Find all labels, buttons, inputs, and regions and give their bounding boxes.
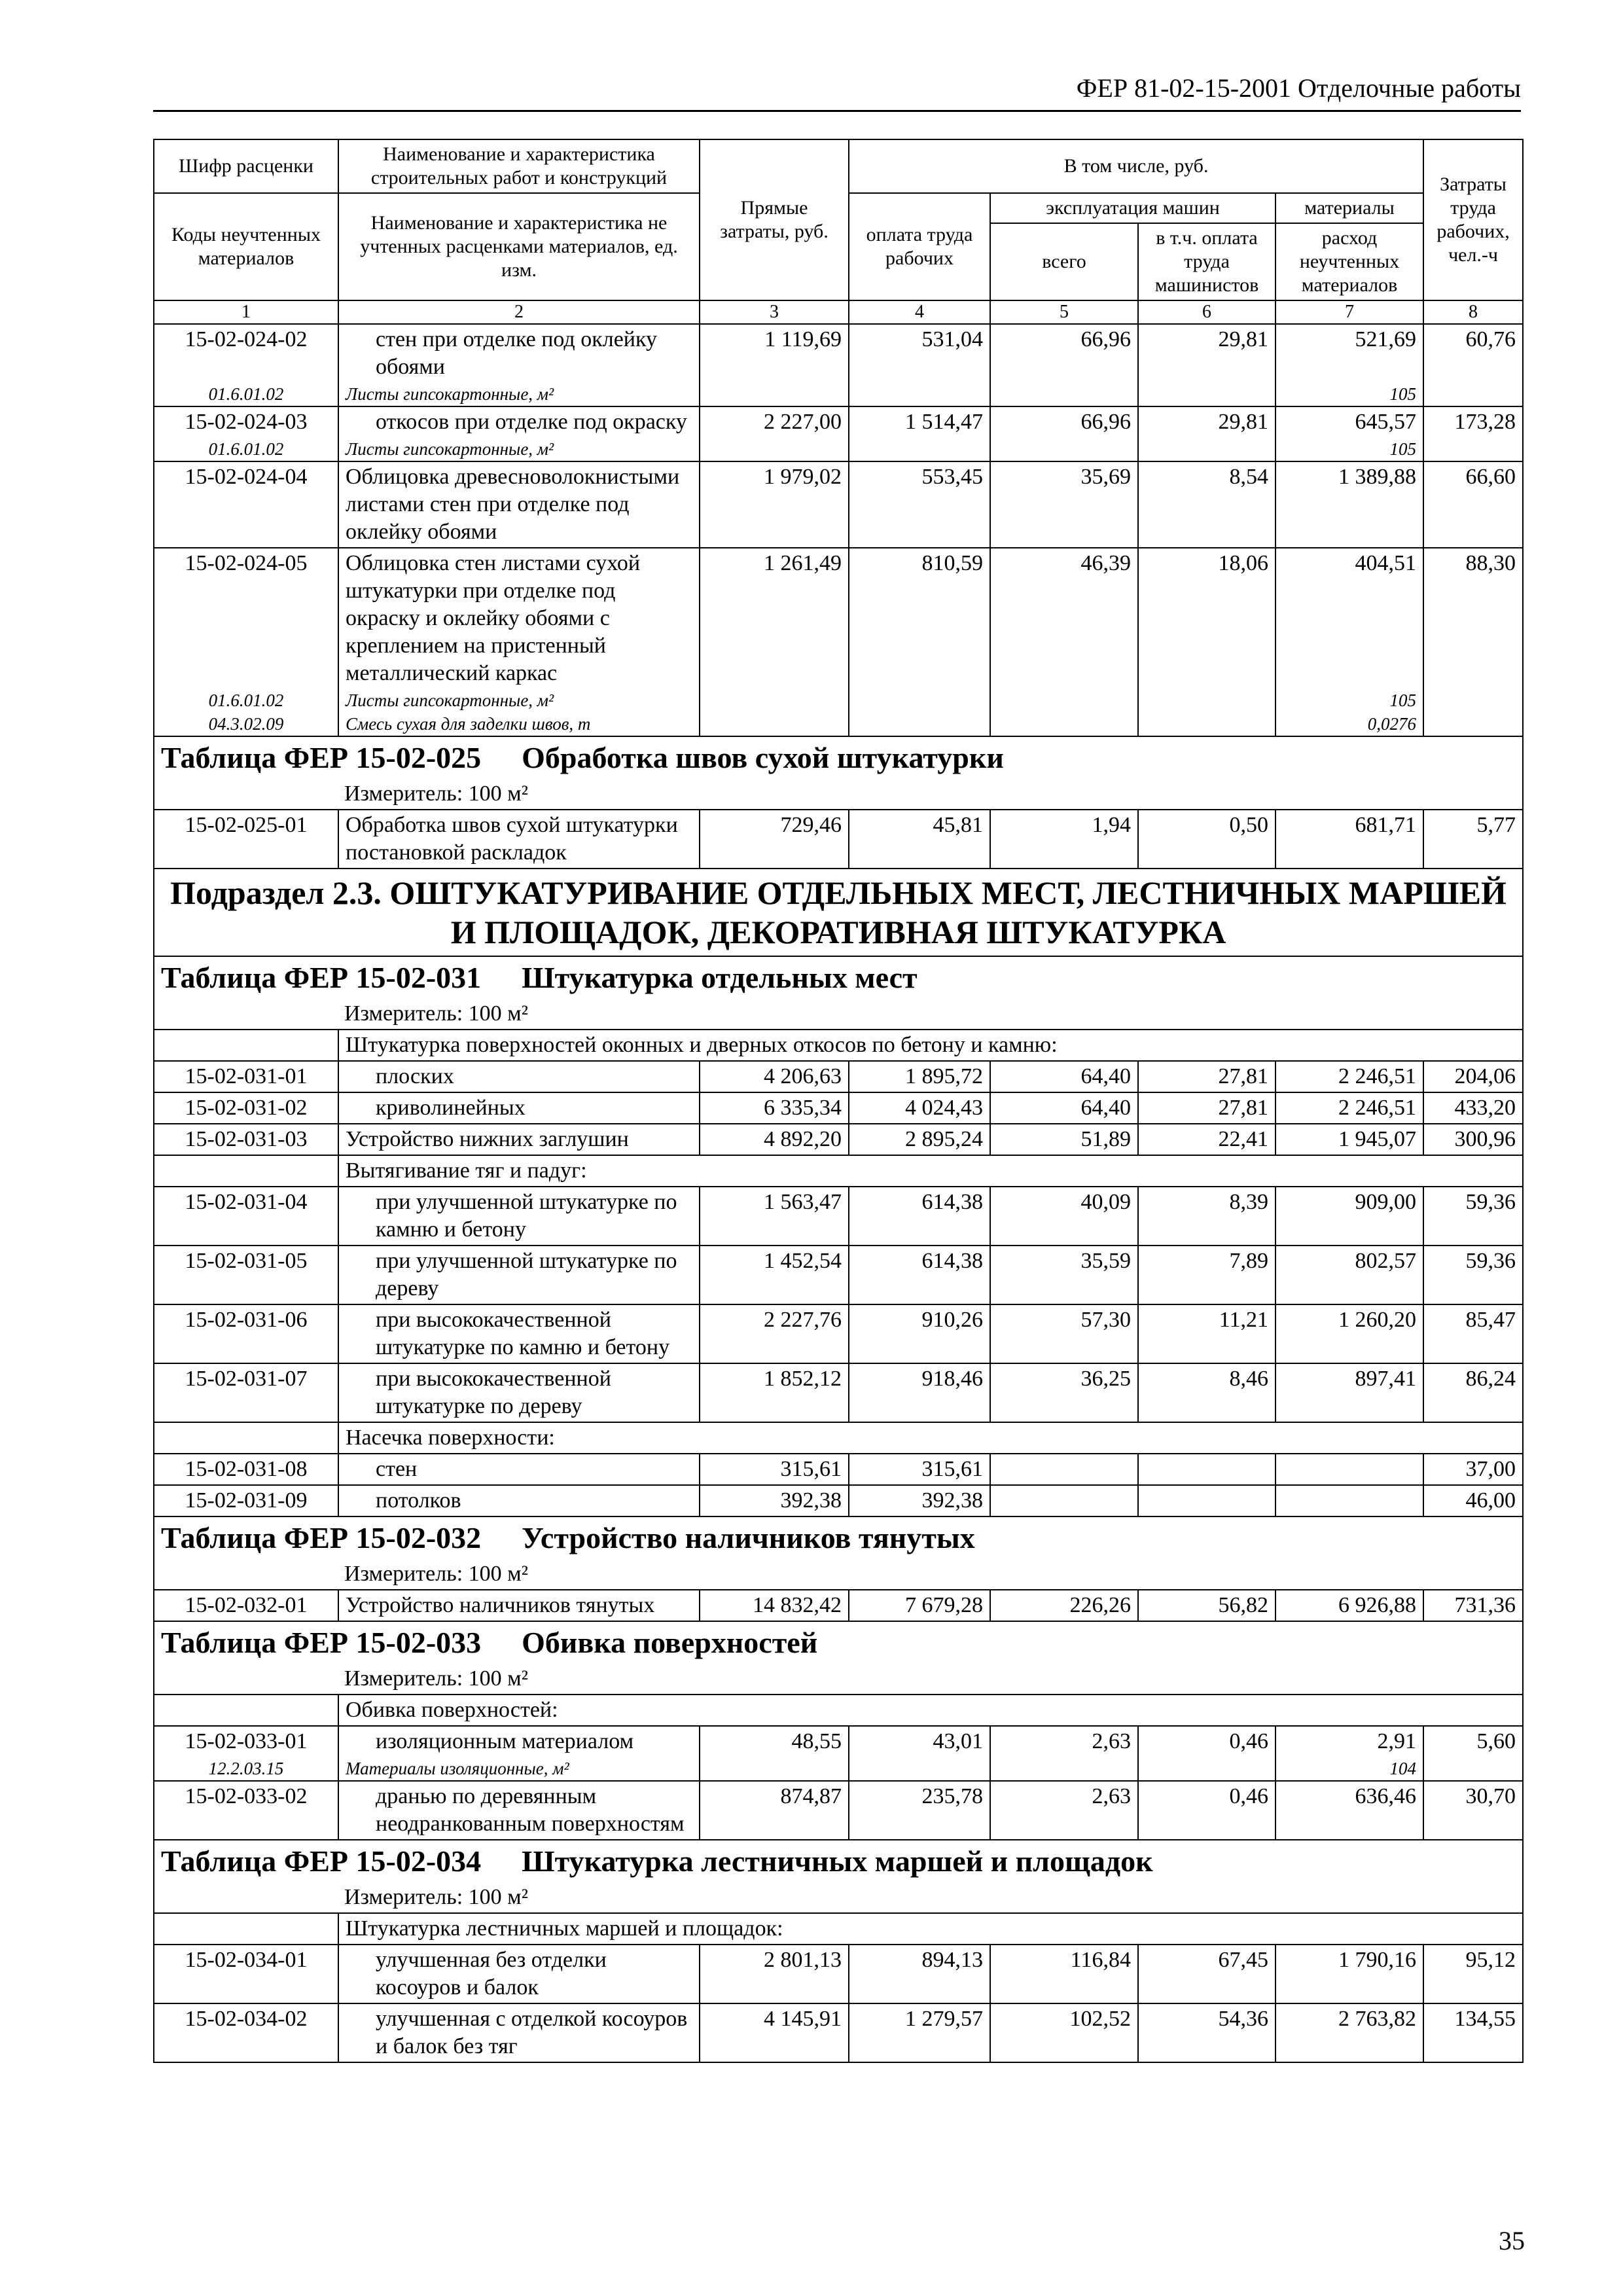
table-title-row bbox=[154, 956, 1523, 999]
empty-cell bbox=[849, 382, 990, 406]
material-code: 04.3.02.09 bbox=[154, 712, 338, 736]
col-index: 7 bbox=[1275, 300, 1423, 324]
subheading-text: Штукатурка поверхностей оконных и дверных откосов по бетону и камню: bbox=[338, 1030, 1523, 1061]
row-value: 54,36 bbox=[1138, 2003, 1275, 2062]
table-title-row bbox=[154, 1840, 1523, 1882]
row-value: 102,52 bbox=[990, 2003, 1138, 2062]
row-value: 6 926,88 bbox=[1275, 1590, 1423, 1621]
empty-cell bbox=[154, 1155, 338, 1187]
page-number: 35 bbox=[1499, 2226, 1525, 2255]
col-index: 3 bbox=[700, 300, 849, 324]
empty-cell bbox=[1138, 437, 1275, 461]
row-value bbox=[1138, 1485, 1275, 1516]
row-value: 46,00 bbox=[1423, 1485, 1523, 1516]
empty-cell bbox=[700, 1757, 849, 1781]
table-row bbox=[154, 1363, 1523, 1422]
material-consumption: 105 bbox=[1275, 437, 1423, 461]
material-name: Листы гипсокартонные, м² bbox=[338, 689, 700, 712]
row-name: улучшенная без отделки косоуров и балок bbox=[338, 1945, 700, 2003]
measure-label: Измеритель: 100 м² bbox=[154, 999, 1523, 1030]
row-value: 116,84 bbox=[990, 1945, 1138, 2003]
table-title-row bbox=[154, 1621, 1523, 1664]
row-value: 35,59 bbox=[990, 1246, 1138, 1304]
table-row bbox=[154, 1454, 1523, 1485]
row-value: 1 119,69 bbox=[700, 324, 849, 382]
table-name: Устройство наличников тянутых bbox=[522, 1521, 975, 1554]
empty-cell bbox=[849, 689, 990, 712]
material-name: Смесь сухая для заделки швов, т bbox=[338, 712, 700, 736]
row-value bbox=[990, 1485, 1138, 1516]
row-value: 29,81 bbox=[1138, 324, 1275, 382]
material-consumption: 105 bbox=[1275, 689, 1423, 712]
row-name: Устройство наличников тянутых bbox=[338, 1590, 700, 1621]
col-index: 4 bbox=[849, 300, 990, 324]
table-row bbox=[154, 1246, 1523, 1304]
row-code: 15-02-031-04 bbox=[154, 1187, 338, 1246]
row-value bbox=[990, 1454, 1138, 1485]
row-value: 0,46 bbox=[1138, 1726, 1275, 1757]
row-value: 2,91 bbox=[1275, 1726, 1423, 1757]
row-value: 918,46 bbox=[849, 1363, 990, 1422]
row-code: 15-02-024-05 bbox=[154, 548, 338, 689]
table-row bbox=[154, 1726, 1523, 1757]
row-value: 2,63 bbox=[990, 1726, 1138, 1757]
row-value: 5,60 bbox=[1423, 1726, 1523, 1757]
table-row bbox=[154, 461, 1523, 548]
row-value: 681,71 bbox=[1275, 810, 1423, 869]
material-consumption: 105 bbox=[1275, 382, 1423, 406]
row-value: 2 227,00 bbox=[700, 406, 849, 437]
table-number: Таблица ФЕР 15-02-034 bbox=[161, 1844, 482, 1878]
row-value: 67,45 bbox=[1138, 1945, 1275, 2003]
row-value: 909,00 bbox=[1275, 1187, 1423, 1246]
table-title bbox=[154, 956, 1523, 999]
row-value: 30,70 bbox=[1423, 1781, 1523, 1840]
col-name: Наименование и характеристика строительных работ и конструкций bbox=[338, 139, 700, 193]
row-name: при высококачественной штукатурке по камню и бетону bbox=[338, 1304, 700, 1363]
table-title bbox=[154, 1840, 1523, 1882]
measure-row bbox=[154, 779, 1523, 810]
row-value: 2 246,51 bbox=[1275, 1092, 1423, 1124]
row-name: потолков bbox=[338, 1485, 700, 1516]
subheading-text: Штукатурка лестничных маршей и площадок: bbox=[338, 1913, 1523, 1945]
row-value bbox=[1275, 1485, 1423, 1516]
empty-cell bbox=[990, 712, 1138, 736]
col-name-sub: Наименование и характеристика не учтенных расценками материалов, ед. изм. bbox=[338, 193, 700, 300]
row-value: 2 227,76 bbox=[700, 1304, 849, 1363]
row-value: 226,26 bbox=[990, 1590, 1138, 1621]
empty-cell bbox=[1138, 689, 1275, 712]
table-title bbox=[154, 736, 1523, 779]
row-value: 14 832,42 bbox=[700, 1590, 849, 1621]
row-value: 66,96 bbox=[990, 406, 1138, 437]
row-value: 7 679,28 bbox=[849, 1590, 990, 1621]
empty-cell bbox=[1423, 382, 1523, 406]
row-value: 315,61 bbox=[849, 1454, 990, 1485]
row-value: 0,50 bbox=[1138, 810, 1275, 869]
row-value: 1 979,02 bbox=[700, 461, 849, 548]
empty-cell bbox=[849, 1757, 990, 1781]
material-code: 01.6.01.02 bbox=[154, 382, 338, 406]
row-value: 57,30 bbox=[990, 1304, 1138, 1363]
row-value: 4 024,43 bbox=[849, 1092, 990, 1124]
table-title bbox=[154, 1621, 1523, 1664]
subheading-row bbox=[154, 1030, 1523, 1061]
col-direct: Прямые затраты, руб. bbox=[700, 139, 849, 300]
subheading-row bbox=[154, 1913, 1523, 1945]
row-value: 59,36 bbox=[1423, 1246, 1523, 1304]
row-name: при высококачественной штукатурке по дереву bbox=[338, 1363, 700, 1422]
table-row bbox=[154, 406, 1523, 437]
table-number: Таблица ФЕР 15-02-025 bbox=[161, 741, 482, 774]
row-value: 874,87 bbox=[700, 1781, 849, 1840]
row-value: 636,46 bbox=[1275, 1781, 1423, 1840]
row-value: 56,82 bbox=[1138, 1590, 1275, 1621]
row-code: 15-02-024-03 bbox=[154, 406, 338, 437]
col-codes-sub: Коды неучтенных материалов bbox=[154, 193, 338, 300]
header-title: ФЕР 81-02-15-2001 Отделочные работы bbox=[1076, 73, 1521, 103]
row-value: 614,38 bbox=[849, 1187, 990, 1246]
row-value: 2 895,24 bbox=[849, 1124, 990, 1155]
row-code: 15-02-032-01 bbox=[154, 1590, 338, 1621]
col-incl: В том числе, руб. bbox=[849, 139, 1423, 193]
empty-cell bbox=[1138, 712, 1275, 736]
row-value: 134,55 bbox=[1423, 2003, 1523, 2062]
row-value: 43,01 bbox=[849, 1726, 990, 1757]
col-index: 6 bbox=[1138, 300, 1275, 324]
row-value: 27,81 bbox=[1138, 1092, 1275, 1124]
row-name: плоских bbox=[338, 1061, 700, 1092]
table-title-row bbox=[154, 736, 1523, 779]
row-name: стен при отделке под оклейку обоями bbox=[338, 324, 700, 382]
row-name: Облицовка древесноволокнистыми листами стен при отделке под оклейку обоями bbox=[338, 461, 700, 548]
subheading-row bbox=[154, 1155, 1523, 1187]
material-consumption: 104 bbox=[1275, 1757, 1423, 1781]
row-value: 729,46 bbox=[700, 810, 849, 869]
section-heading-row bbox=[154, 869, 1523, 956]
row-value: 521,69 bbox=[1275, 324, 1423, 382]
row-value: 88,30 bbox=[1423, 548, 1523, 689]
row-value: 46,39 bbox=[990, 548, 1138, 689]
empty-cell bbox=[1423, 689, 1523, 712]
table-row bbox=[154, 1781, 1523, 1840]
row-value: 36,25 bbox=[990, 1363, 1138, 1422]
subheading-row bbox=[154, 1695, 1523, 1726]
col-wages: оплата труда рабочих bbox=[849, 193, 990, 300]
row-value: 37,00 bbox=[1423, 1454, 1523, 1485]
row-name: криволинейных bbox=[338, 1092, 700, 1124]
col-index: 1 bbox=[154, 300, 338, 324]
row-name: дранью по деревянным неодранкованным поверхностям bbox=[338, 1781, 700, 1840]
table-title-row bbox=[154, 1516, 1523, 1559]
row-value: 404,51 bbox=[1275, 548, 1423, 689]
row-code: 15-02-031-08 bbox=[154, 1454, 338, 1485]
table-number: Таблица ФЕР 15-02-031 bbox=[161, 961, 482, 994]
row-code: 15-02-031-09 bbox=[154, 1485, 338, 1516]
row-value: 8,54 bbox=[1138, 461, 1275, 548]
material-code: 01.6.01.02 bbox=[154, 689, 338, 712]
empty-cell bbox=[700, 382, 849, 406]
row-value: 22,41 bbox=[1138, 1124, 1275, 1155]
table-row bbox=[154, 1590, 1523, 1621]
table-body bbox=[154, 324, 1523, 2062]
page-header bbox=[153, 72, 1521, 112]
empty-cell bbox=[154, 1030, 338, 1061]
row-name: Обработка швов сухой штукатурки постановкой раскладок bbox=[338, 810, 700, 869]
row-code: 15-02-033-02 bbox=[154, 1781, 338, 1840]
empty-cell bbox=[700, 437, 849, 461]
material-row bbox=[154, 437, 1523, 461]
row-value: 645,57 bbox=[1275, 406, 1423, 437]
row-code: 15-02-031-05 bbox=[154, 1246, 338, 1304]
empty-cell bbox=[849, 712, 990, 736]
col-mach-wages: в т.ч. оплата труда машинистов bbox=[1138, 223, 1275, 300]
table-name: Штукатурка отдельных мест bbox=[522, 961, 918, 994]
row-code: 15-02-034-01 bbox=[154, 1945, 338, 2003]
col-index: 8 bbox=[1423, 300, 1523, 324]
row-value: 4 892,20 bbox=[700, 1124, 849, 1155]
row-value: 2,63 bbox=[990, 1781, 1138, 1840]
empty-cell bbox=[700, 689, 849, 712]
row-value: 235,78 bbox=[849, 1781, 990, 1840]
row-value: 2 246,51 bbox=[1275, 1061, 1423, 1092]
empty-cell bbox=[154, 1913, 338, 1945]
table-row bbox=[154, 1485, 1523, 1516]
measure-row bbox=[154, 999, 1523, 1030]
row-name: при улучшенной штукатурке по дереву bbox=[338, 1246, 700, 1304]
row-value: 731,36 bbox=[1423, 1590, 1523, 1621]
empty-cell bbox=[1423, 1757, 1523, 1781]
row-value: 45,81 bbox=[849, 810, 990, 869]
row-value: 802,57 bbox=[1275, 1246, 1423, 1304]
row-value: 392,38 bbox=[849, 1485, 990, 1516]
table-row bbox=[154, 1945, 1523, 2003]
row-value: 8,46 bbox=[1138, 1363, 1275, 1422]
table-row bbox=[154, 1092, 1523, 1124]
table-row bbox=[154, 1304, 1523, 1363]
row-value: 0,46 bbox=[1138, 1781, 1275, 1840]
table-number: Таблица ФЕР 15-02-033 bbox=[161, 1626, 482, 1659]
row-value: 18,06 bbox=[1138, 548, 1275, 689]
row-value: 300,96 bbox=[1423, 1124, 1523, 1155]
row-value: 173,28 bbox=[1423, 406, 1523, 437]
table-number: Таблица ФЕР 15-02-032 bbox=[161, 1521, 482, 1554]
row-code: 15-02-031-01 bbox=[154, 1061, 338, 1092]
row-value: 64,40 bbox=[990, 1092, 1138, 1124]
material-row bbox=[154, 689, 1523, 712]
row-name: изоляционным материалом bbox=[338, 1726, 700, 1757]
row-value: 66,60 bbox=[1423, 461, 1523, 548]
row-value: 35,69 bbox=[990, 461, 1138, 548]
row-value: 1 452,54 bbox=[700, 1246, 849, 1304]
column-index-row bbox=[154, 300, 1523, 324]
material-name: Листы гипсокартонные, м² bbox=[338, 382, 700, 406]
row-value: 1 563,47 bbox=[700, 1187, 849, 1246]
col-machines: эксплуатация машин bbox=[990, 193, 1275, 223]
row-name: откосов при отделке под окраску bbox=[338, 406, 700, 437]
subheading-text: Насечка поверхности: bbox=[338, 1422, 1523, 1454]
row-value: 27,81 bbox=[1138, 1061, 1275, 1092]
price-table bbox=[153, 139, 1524, 2063]
measure-label: Измеритель: 100 м² bbox=[154, 1559, 1523, 1590]
row-value: 95,12 bbox=[1423, 1945, 1523, 2003]
material-name: Листы гипсокартонные, м² bbox=[338, 437, 700, 461]
row-value: 7,89 bbox=[1138, 1246, 1275, 1304]
table-title bbox=[154, 1516, 1523, 1559]
row-value: 531,04 bbox=[849, 324, 990, 382]
row-code: 15-02-031-06 bbox=[154, 1304, 338, 1363]
row-value: 2 801,13 bbox=[700, 1945, 849, 2003]
material-code: 01.6.01.02 bbox=[154, 437, 338, 461]
empty-cell bbox=[849, 437, 990, 461]
empty-cell bbox=[1423, 437, 1523, 461]
row-value: 5,77 bbox=[1423, 810, 1523, 869]
row-value: 59,36 bbox=[1423, 1187, 1523, 1246]
empty-cell bbox=[1138, 1757, 1275, 1781]
row-value: 1 389,88 bbox=[1275, 461, 1423, 548]
row-code: 15-02-031-02 bbox=[154, 1092, 338, 1124]
row-value: 64,40 bbox=[990, 1061, 1138, 1092]
row-value: 894,13 bbox=[849, 1945, 990, 2003]
empty-cell bbox=[700, 712, 849, 736]
col-code: Шифр расценки bbox=[154, 139, 338, 193]
row-value: 66,96 bbox=[990, 324, 1138, 382]
table-row bbox=[154, 810, 1523, 869]
row-name: стен bbox=[338, 1454, 700, 1485]
row-value: 51,89 bbox=[990, 1124, 1138, 1155]
measure-label: Измеритель: 100 м² bbox=[154, 1664, 1523, 1695]
row-value: 1 852,12 bbox=[700, 1363, 849, 1422]
material-row bbox=[154, 1757, 1523, 1781]
row-value: 1 261,49 bbox=[700, 548, 849, 689]
row-value: 1 279,57 bbox=[849, 2003, 990, 2062]
row-value: 614,38 bbox=[849, 1246, 990, 1304]
table-row bbox=[154, 1124, 1523, 1155]
row-value: 85,47 bbox=[1423, 1304, 1523, 1363]
material-name: Материалы изоляционные, м² bbox=[338, 1757, 700, 1781]
row-value: 1 945,07 bbox=[1275, 1124, 1423, 1155]
empty-cell bbox=[1138, 382, 1275, 406]
empty-cell bbox=[1423, 712, 1523, 736]
row-value: 4 145,91 bbox=[700, 2003, 849, 2062]
row-value: 315,61 bbox=[700, 1454, 849, 1485]
row-code: 15-02-033-01 bbox=[154, 1726, 338, 1757]
empty-cell bbox=[990, 382, 1138, 406]
row-value: 1 790,16 bbox=[1275, 1945, 1423, 2003]
col-mat-use: расход неучтенных материалов bbox=[1275, 223, 1423, 300]
row-value: 86,24 bbox=[1423, 1363, 1523, 1422]
row-value: 810,59 bbox=[849, 548, 990, 689]
row-value: 1 895,72 bbox=[849, 1061, 990, 1092]
table-row bbox=[154, 324, 1523, 382]
row-code: 15-02-024-04 bbox=[154, 461, 338, 548]
row-name: при улучшенной штукатурке по камню и бетону bbox=[338, 1187, 700, 1246]
table-name: Штукатурка лестничных маршей и площадок bbox=[522, 1844, 1153, 1878]
row-value bbox=[1138, 1454, 1275, 1485]
table-row bbox=[154, 1061, 1523, 1092]
row-value: 553,45 bbox=[849, 461, 990, 548]
measure-row bbox=[154, 1664, 1523, 1695]
empty-cell bbox=[154, 1695, 338, 1726]
table-name: Обивка поверхностей bbox=[522, 1626, 818, 1659]
measure-row bbox=[154, 1882, 1523, 1913]
empty-cell bbox=[990, 689, 1138, 712]
row-name: улучшенная с отделкой косоуров и балок без тяг bbox=[338, 2003, 700, 2062]
row-code: 15-02-025-01 bbox=[154, 810, 338, 869]
empty-cell bbox=[990, 1757, 1138, 1781]
row-value: 2 763,82 bbox=[1275, 2003, 1423, 2062]
empty-cell bbox=[154, 1422, 338, 1454]
subheading-row bbox=[154, 1422, 1523, 1454]
row-code: 15-02-034-02 bbox=[154, 2003, 338, 2062]
row-value: 8,39 bbox=[1138, 1187, 1275, 1246]
subheading-text: Обивка поверхностей: bbox=[338, 1695, 1523, 1726]
row-code: 15-02-031-03 bbox=[154, 1124, 338, 1155]
row-value: 48,55 bbox=[700, 1726, 849, 1757]
table-row bbox=[154, 2003, 1523, 2062]
row-value: 392,38 bbox=[700, 1485, 849, 1516]
col-labor: Затраты труда рабочих, чел.-ч bbox=[1423, 139, 1523, 300]
row-value: 433,20 bbox=[1423, 1092, 1523, 1124]
row-value: 60,76 bbox=[1423, 324, 1523, 382]
material-code: 12.2.03.15 bbox=[154, 1757, 338, 1781]
row-name: Устройство нижних заглушин bbox=[338, 1124, 700, 1155]
row-code: 15-02-031-07 bbox=[154, 1363, 338, 1422]
row-value: 204,06 bbox=[1423, 1061, 1523, 1092]
row-value: 1 260,20 bbox=[1275, 1304, 1423, 1363]
table-row bbox=[154, 1187, 1523, 1246]
row-value: 897,41 bbox=[1275, 1363, 1423, 1422]
measure-row bbox=[154, 1559, 1523, 1590]
material-row bbox=[154, 712, 1523, 736]
material-consumption: 0,0276 bbox=[1275, 712, 1423, 736]
table-row bbox=[154, 548, 1523, 689]
col-index: 2 bbox=[338, 300, 700, 324]
row-value: 6 335,34 bbox=[700, 1092, 849, 1124]
row-value: 29,81 bbox=[1138, 406, 1275, 437]
row-value: 1,94 bbox=[990, 810, 1138, 869]
col-index: 5 bbox=[990, 300, 1138, 324]
row-value: 4 206,63 bbox=[700, 1061, 849, 1092]
row-value: 1 514,47 bbox=[849, 406, 990, 437]
row-code: 15-02-024-02 bbox=[154, 324, 338, 382]
row-value: 11,21 bbox=[1138, 1304, 1275, 1363]
col-mach-total: всего bbox=[990, 223, 1138, 300]
row-name: Облицовка стен листами сухой штукатурки при отделке под окраску и оклейку обоями с креплением на пристенный металлический каркас bbox=[338, 548, 700, 689]
measure-label: Измеритель: 100 м² bbox=[154, 1882, 1523, 1913]
measure-label: Измеритель: 100 м² bbox=[154, 779, 1523, 810]
empty-cell bbox=[990, 437, 1138, 461]
subheading-text: Вытягивание тяг и падуг: bbox=[338, 1155, 1523, 1187]
col-materials: материалы bbox=[1275, 193, 1423, 223]
material-row bbox=[154, 382, 1523, 406]
table-header bbox=[154, 139, 1523, 324]
row-value: 40,09 bbox=[990, 1187, 1138, 1246]
row-value bbox=[1275, 1454, 1423, 1485]
row-value: 910,26 bbox=[849, 1304, 990, 1363]
table-name: Обработка швов сухой штукатурки bbox=[522, 741, 1004, 774]
section-heading: Подраздел 2.3. ОШТУКАТУРИВАНИЕ ОТДЕЛЬНЫХ МЕСТ, ЛЕСТНИЧНЫХ МАРШЕЙ И ПЛОЩАДОК, ДЕКОРАТИВНАЯ ШТУКАТУРКА bbox=[154, 869, 1523, 956]
